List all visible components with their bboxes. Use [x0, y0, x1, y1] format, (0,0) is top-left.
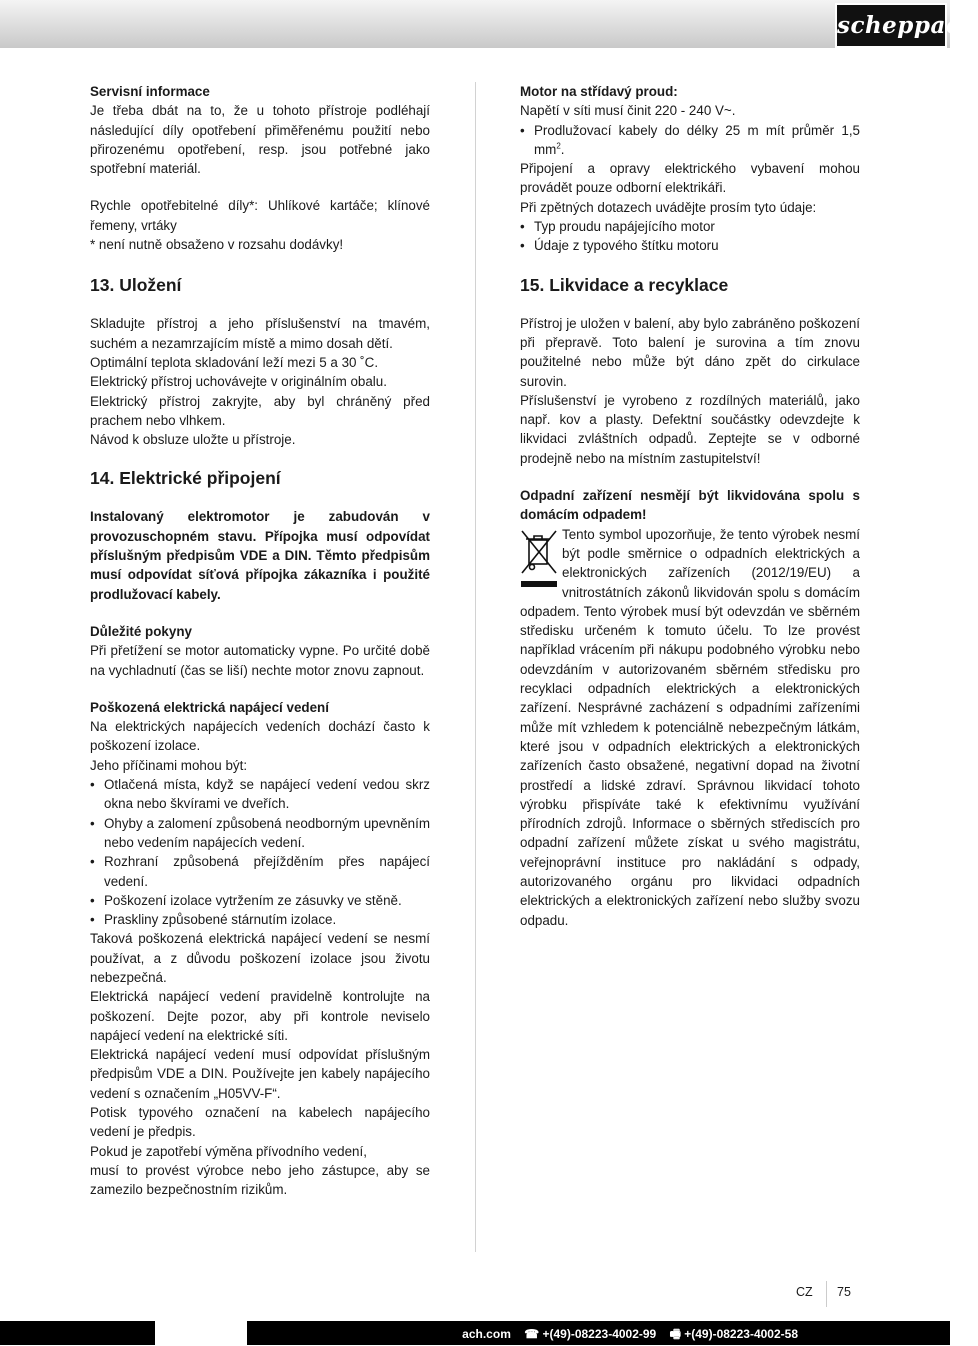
recycle-paragraph-1: Přístroj je uložen v balení, aby bylo zabráněno poškození při přepravě. Toto balení je surovina a tím znovu použitelné nebo může být dáno zpět do cirkulace surovin.: [520, 315, 860, 389]
list-item: • Údaje z typového štítku motoru: [520, 236, 860, 255]
damaged-intro-1: Na elektrických napájecích vedeních dochází často k poškození izolace.: [90, 719, 430, 754]
recycle-paragraph-2: Příslušenství je vyrobeno z rozdílných materiálů, jako např. kov a plasty. Defektní součástky odevzdejte k likvidaci zvláštních odpadů. Zeptejte se v odborné prodejně nebo na místním zastupitelství!: [520, 392, 860, 466]
fax-number: 🖷 +(49)-08223-4002-58: [669, 1327, 798, 1341]
wear-note: * není nutně obsaženo v rozsahu dodávky!: [90, 237, 344, 253]
ac-paragraph-1: Připojení a opravy elektrického vybavení mohou provádět pouze odborní elektrikáři.: [520, 161, 860, 196]
bottom-bar-white-block: [155, 1321, 247, 1345]
causes-list: [90, 775, 430, 929]
ac-info-list: [520, 217, 860, 256]
list-item: • Praskliny způsobené stárnutím izolace.: [90, 910, 430, 929]
list-item: • Poškození izolace vytržením ze zásuvky ve stěně.: [90, 891, 430, 910]
right-column: [520, 82, 860, 930]
list-item: • Typ proudu napájejícího motor: [520, 217, 860, 236]
storage-line-5: Návod k obsluze uložte u přístroje.: [90, 432, 296, 448]
ac-voltage-text: Napětí v síti musí činit 220 - 240 V~.: [520, 103, 736, 119]
damaged-cables-heading: Poškozená elektrická napájecí vedení: [90, 699, 329, 715]
phone-number: ☎ +(49)-08223-4002-99: [524, 1327, 657, 1341]
brand-logo: scheppach: [835, 3, 947, 48]
website-fragment: ach.com: [462, 1327, 511, 1341]
contact-info: [452, 1325, 798, 1346]
damaged-paragraph-5: Pokud je zapotřebí výměna přívodního vedení,: [90, 1143, 367, 1159]
wear-parts-text: Rychle opotřebitelné díly*: Uhlíkové kartáče; klínové řemeny, vrtáky: [90, 198, 430, 233]
damaged-paragraph-4: Potisk typového označení na kabelech napájecího vedení je předpis.: [90, 1105, 430, 1140]
footer-separator: [826, 1281, 827, 1307]
list-item: • Otlačená místa, když se napájecí vedení vedou skrz okna nebo škvírami ve dveřích.: [90, 775, 430, 814]
section-13-heading: 13. Uložení: [90, 275, 182, 296]
important-heading: Důležité pokyny: [90, 623, 192, 639]
ac-cable-text: Prodlužovací kabely do délky 25 m mít průměr 1,5 mm: [534, 122, 860, 157]
ac-cable-end: .: [560, 141, 565, 157]
important-text: Při přetížení se motor automaticky vypne. Po určité době na vychladnutí (čas se liší) nechte motor znovu zapnout.: [90, 643, 430, 678]
section-15-heading: 15. Likvidace a recyklace: [520, 274, 729, 295]
service-heading: Servisní informace: [90, 84, 210, 99]
language-code: CZ: [796, 1285, 813, 1299]
damaged-paragraph-1: Taková poškozená elektrická napájecí vedení se nesmí používat, a z důvodu poškození izolace jsou životu nebezpečná.: [90, 931, 430, 985]
service-text: Je třeba dbát na to, že u tohoto přístroje podléhají následující díly opotřebení přiměřenému použití nebo přirozenému opotřebení, resp. jsou potřebné jako spotřební materiál.: [90, 103, 430, 177]
bottom-bar: [0, 1321, 950, 1345]
storage-line-2: Optimální teplota skladování leží mezi 5 a 30 ˚C.: [90, 354, 379, 370]
damaged-intro-2: Jeho příčinami mohou být:: [90, 757, 248, 773]
damaged-paragraph-6: musí to provést výrobce nebo jeho zástupce, aby se zamezilo bezpečnostním rizikům.: [90, 1162, 430, 1198]
waste-text: Tento symbol upozorňuje, že tento výrobek nesmí být podle směrnice o odpadních elektrických a elektronických zařízeních (2012/19/EU) a vnitrostátních zákonů likvidován spolu s domácím odpadem. Tento výrobek musí být odevzdán ve sběrném středisku určeném k tomuto účelu. To lze provést například vrácením při nákupu podobného výrobku nebo odevzdáním v autorizovaném sběrném středisku pro recyklaci odpadních elektrických a elektronických zařízení. Nesprávné zacházení s odpadními zařízeními může mít vzhledem k potenciálně nebezpečným látkám, které jsou v odpadních elektrických a elektronických zařízeních často obsažené, negativní dopad na životní prostředí a lidské zdraví. Správnou likvidací tohoto výrobku přispíváte také k efektivnímu využívání přírodních zdrojů. Informace o sběrných střediscích pro odpadní zařízení můžete získat u svého magistrátu, veřejnoprávní instituce pro nakládání s odpady, autorizovaného orgánu pro likvidaci odpadních elektrických a elektronických zařízení nebo služby svozu odpadu.: [520, 526, 860, 928]
storage-line-1: Skladujte přístroj a jeho příslušenství na tmavém, suchém a nezamrzajícím místě a mimo dosah dětí.: [90, 316, 430, 351]
header-bar: [0, 0, 978, 48]
ac-paragraph-2: Při zpětných dotazech uvádějte prosím tyto údaje:: [520, 199, 817, 215]
list-item: [520, 121, 860, 160]
section-14-heading: 14. Elektrické připojení: [90, 468, 281, 489]
storage-line-3: Elektrický přístroj uchovávejte v originálním obalu.: [90, 374, 387, 390]
damaged-paragraph-3: Elektrická napájecí vedení musí odpovídat příslušným předpisům VDE a DIN. Používejte jen kabely napájecího vedení s označením „H05VV-F“.: [90, 1047, 430, 1101]
column-divider: [475, 82, 476, 1252]
ac-cable-sup: 2: [556, 141, 561, 151]
ac-cable-list: [520, 121, 860, 160]
left-column: [90, 82, 430, 1200]
page-number: 75: [837, 1285, 851, 1299]
crossed-out-wheelie-bin-icon: [520, 529, 558, 589]
list-item: • Rozhraní způsobená přejížděním přes napájecí vedení.: [90, 852, 430, 891]
waste-heading: Odpadní zařízení nesmějí být likvidována spolu s domácím odpadem!: [520, 488, 860, 523]
damaged-paragraph-2: Elektrická napájecí vedení pravidelně kontrolujte na poškození. Dejte pozor, aby při kontrole neviselo napájecí vedení na elektrické síti.: [90, 989, 430, 1043]
storage-line-4: Elektrický přístroj zakryjte, aby byl chráněný před prachem nebo vlhkem.: [90, 393, 430, 428]
motor-installation-text: Instalovaný elektromotor je zabudován v provozuschopném stavu. Přípojka musí odpovídat příslušným předpisům VDE a DIN. Těmto předpisům musí odpovídat síťová přípojka zákazníka i použité prodlužovací kabely.: [90, 509, 430, 602]
ac-motor-heading: Motor na střídavý proud:: [520, 84, 678, 99]
list-item: • Ohyby a zalomení způsobená neodborným upevněním nebo vedením napájecích vedení.: [90, 814, 430, 853]
